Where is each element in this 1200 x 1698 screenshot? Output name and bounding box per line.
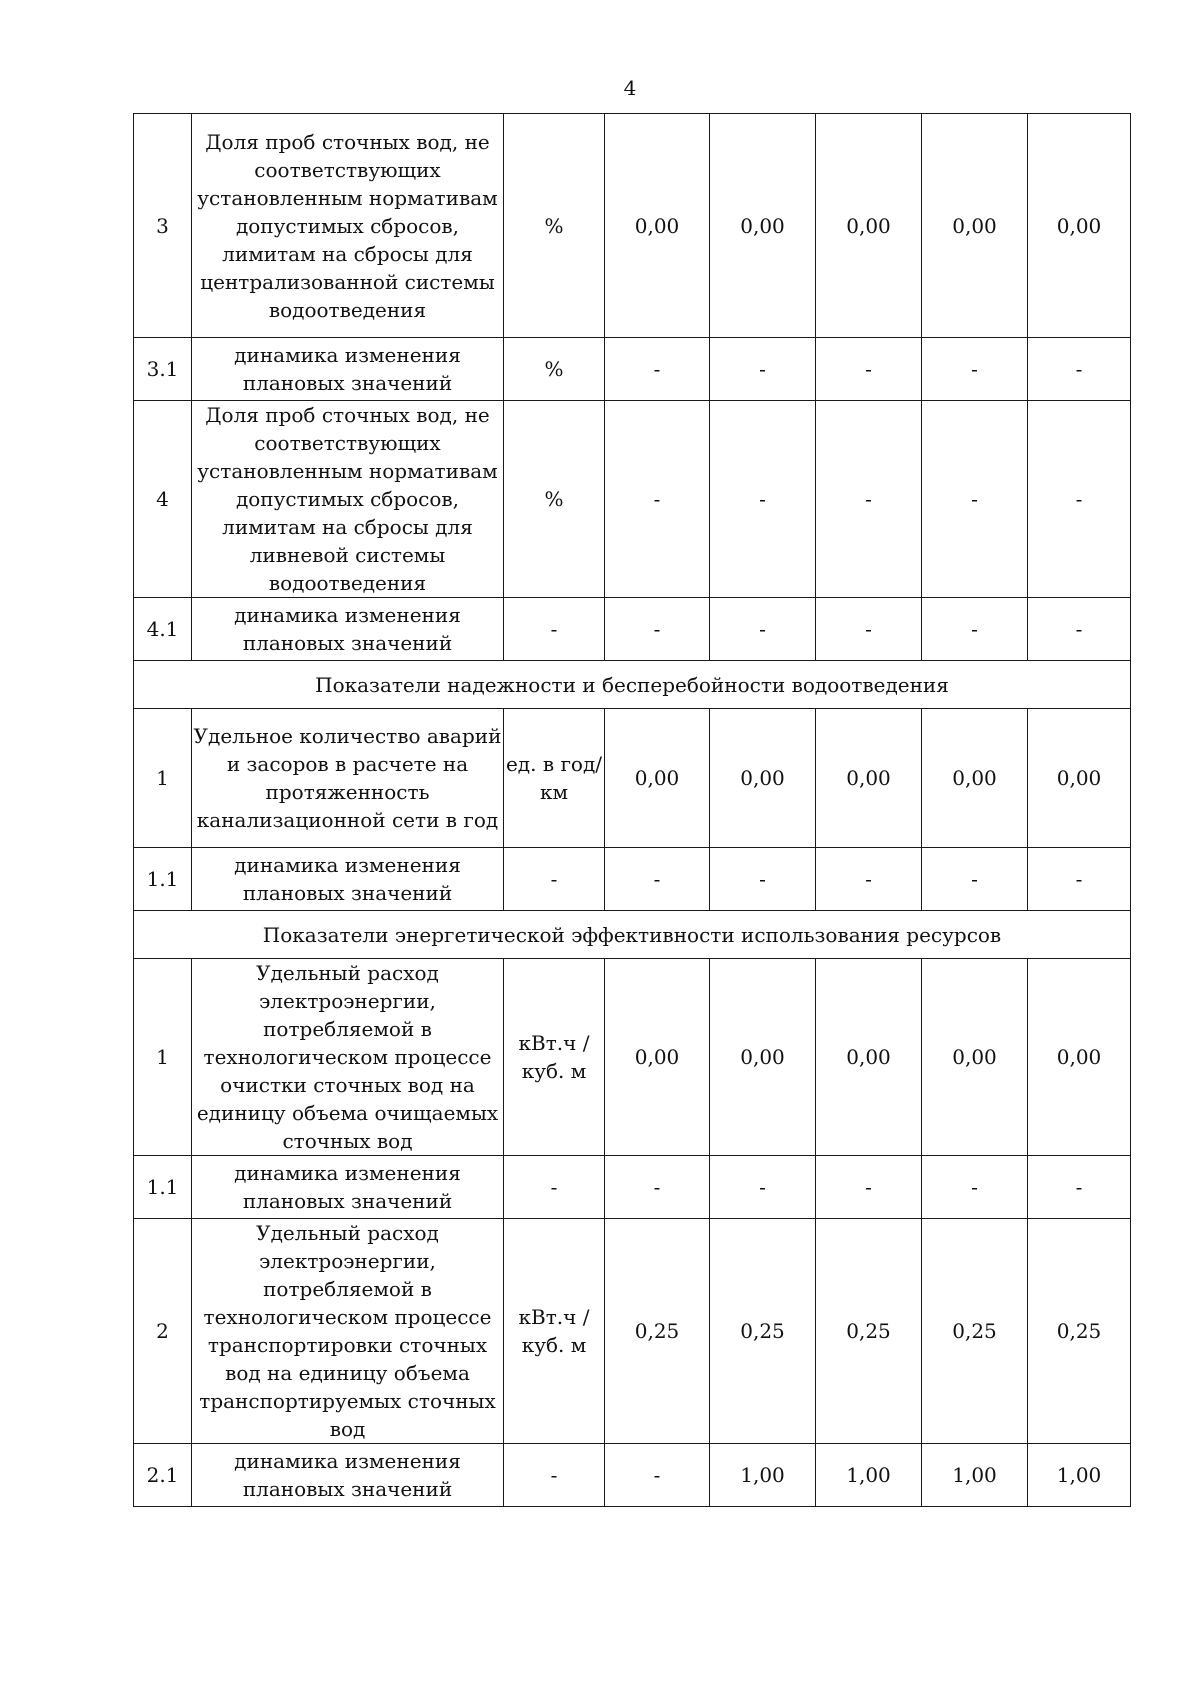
value-cell: 0,25 xyxy=(710,1219,816,1444)
indicator-name: Удельный расход электроэнергии, потребляемой в технологическом процессе очистки сточных вод на единицу объема очищаемых сточных вод xyxy=(192,959,504,1156)
value-cell: 0,00 xyxy=(922,959,1028,1156)
value-cell: - xyxy=(710,338,816,401)
unit-cell: ед. в год/ км xyxy=(504,709,605,848)
value-cell: - xyxy=(710,1156,816,1219)
page-number: 4 xyxy=(623,76,637,100)
value-cell: - xyxy=(816,401,922,598)
indicator-name: динамика изменения плановых значений xyxy=(192,848,504,911)
row-number: 2.1 xyxy=(134,1444,192,1507)
value-cell: - xyxy=(1028,848,1131,911)
value-cell: 0,25 xyxy=(922,1219,1028,1444)
value-cell: - xyxy=(605,848,710,911)
row-number: 3.1 xyxy=(134,338,192,401)
section-row xyxy=(134,661,1131,709)
value-cell: 0,25 xyxy=(1028,1219,1131,1444)
section-title: Показатели надежности и бесперебойности водоотведения xyxy=(134,661,1131,709)
value-cell: - xyxy=(1028,338,1131,401)
value-cell: 0,25 xyxy=(816,1219,922,1444)
value-cell: - xyxy=(922,598,1028,661)
value-cell: 0,00 xyxy=(710,114,816,338)
value-cell: - xyxy=(605,401,710,598)
indicator-name: динамика изменения плановых значений xyxy=(192,1444,504,1507)
value-cell: 1,00 xyxy=(922,1444,1028,1507)
table-row xyxy=(134,1156,1131,1219)
row-number: 4 xyxy=(134,401,192,598)
value-cell: - xyxy=(1028,598,1131,661)
row-number: 1 xyxy=(134,709,192,848)
unit-cell: - xyxy=(504,1156,605,1219)
value-cell: 0,00 xyxy=(710,959,816,1156)
value-cell: 0,00 xyxy=(1028,114,1131,338)
value-cell: - xyxy=(1028,401,1131,598)
value-cell: 0,00 xyxy=(816,959,922,1156)
table-row xyxy=(134,709,1131,848)
table-row xyxy=(134,401,1131,598)
unit-cell: % xyxy=(504,401,605,598)
value-cell: - xyxy=(605,598,710,661)
indicator-name: Удельный расход электроэнергии, потребляемой в технологическом процессе транспортировки сточных вод на единицу объема транспортируемых сточных вод xyxy=(192,1219,504,1444)
value-cell: 0,00 xyxy=(922,114,1028,338)
value-cell: - xyxy=(605,338,710,401)
value-cell: 1,00 xyxy=(710,1444,816,1507)
value-cell: - xyxy=(816,598,922,661)
value-cell: - xyxy=(816,1156,922,1219)
row-number: 3 xyxy=(134,114,192,338)
indicator-name: Доля проб сточных вод, не соответствующих установленным нормативам допустимых сбросов, лимитам на сбросы для ливневой системы водоотведения xyxy=(192,401,504,598)
value-cell: - xyxy=(605,1156,710,1219)
value-cell: - xyxy=(922,848,1028,911)
table-row xyxy=(134,1444,1131,1507)
section-row xyxy=(134,911,1131,959)
value-cell: - xyxy=(922,338,1028,401)
value-cell: 0,00 xyxy=(922,709,1028,848)
value-cell: 0,00 xyxy=(710,709,816,848)
section-title: Показатели энергетической эффективности использования ресурсов xyxy=(134,911,1131,959)
value-cell: - xyxy=(710,401,816,598)
value-cell: 0,00 xyxy=(605,959,710,1156)
table-row xyxy=(134,848,1131,911)
unit-cell: % xyxy=(504,338,605,401)
row-number: 2 xyxy=(134,1219,192,1444)
unit-cell: кВт.ч / куб. м xyxy=(504,1219,605,1444)
unit-cell: - xyxy=(504,598,605,661)
row-number: 1.1 xyxy=(134,848,192,911)
unit-cell: кВт.ч / куб. м xyxy=(504,959,605,1156)
unit-cell: - xyxy=(504,848,605,911)
value-cell: - xyxy=(710,848,816,911)
row-number: 1 xyxy=(134,959,192,1156)
value-cell: - xyxy=(605,1444,710,1507)
indicator-name: Доля проб сточных вод, не соответствующих установленным нормативам допустимых сбросов, лимитам на сбросы для централизованной системы водоотведения xyxy=(192,114,504,338)
indicator-name: Удельное количество аварий и засоров в расчете на протяженность канализационной сети в год xyxy=(192,709,504,848)
value-cell: 0,00 xyxy=(1028,709,1131,848)
indicator-name: динамика изменения плановых значений xyxy=(192,598,504,661)
table-row xyxy=(134,598,1131,661)
row-number: 1.1 xyxy=(134,1156,192,1219)
value-cell: 0,25 xyxy=(605,1219,710,1444)
indicator-name: динамика изменения плановых значений xyxy=(192,1156,504,1219)
value-cell: - xyxy=(922,1156,1028,1219)
value-cell: 0,00 xyxy=(816,114,922,338)
value-cell: - xyxy=(710,598,816,661)
indicator-name: динамика изменения плановых значений xyxy=(192,338,504,401)
table-row xyxy=(134,1219,1131,1444)
value-cell: 0,00 xyxy=(816,709,922,848)
table-row xyxy=(134,338,1131,401)
value-cell: 1,00 xyxy=(1028,1444,1131,1507)
table-row xyxy=(134,959,1131,1156)
value-cell: 0,00 xyxy=(605,709,710,848)
value-cell: - xyxy=(816,848,922,911)
value-cell: 0,00 xyxy=(605,114,710,338)
value-cell: 0,00 xyxy=(1028,959,1131,1156)
unit-cell: - xyxy=(504,1444,605,1507)
indicators-table xyxy=(133,113,1131,1507)
row-number: 4.1 xyxy=(134,598,192,661)
unit-cell: % xyxy=(504,114,605,338)
value-cell: 1,00 xyxy=(816,1444,922,1507)
value-cell: - xyxy=(922,401,1028,598)
value-cell: - xyxy=(1028,1156,1131,1219)
value-cell: - xyxy=(816,338,922,401)
table-row xyxy=(134,114,1131,338)
